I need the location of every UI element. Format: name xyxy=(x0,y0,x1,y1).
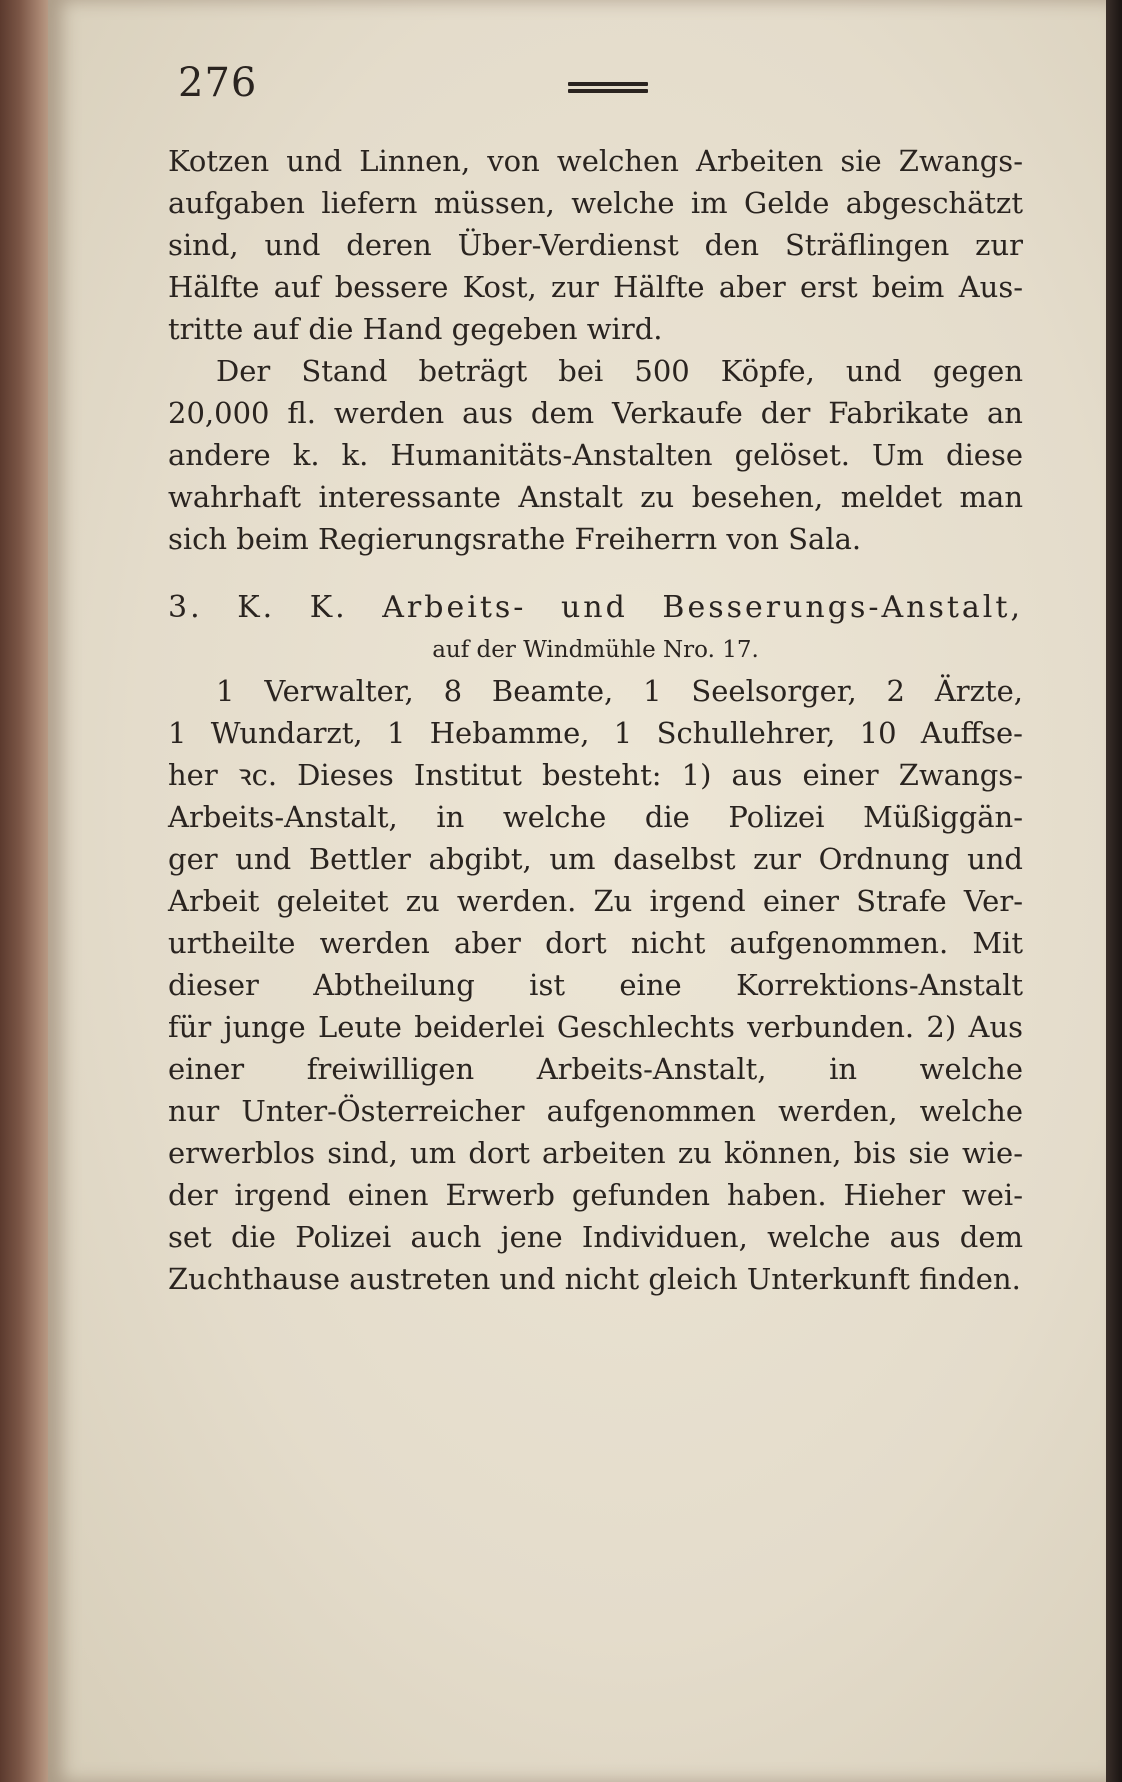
text-line: wahrhaft interessante Anstalt zu besehen, meldet man xyxy=(168,480,1023,514)
paragraph-1 xyxy=(168,140,1023,350)
text-line: 20,000 fl. werden aus dem Verkaufe der Fabrikate an xyxy=(168,396,1023,430)
text-line: Kotzen und Linnen, von welchen Arbeiten sie Zwangs- xyxy=(168,144,1023,178)
page-number: 276 xyxy=(178,60,258,106)
text-line: sich beim Regierungsrathe Freiherrn von Sala. xyxy=(168,522,862,556)
text-line: 1 Verwalter, 8 Beamte, 1 Seelsorger, 2 Ärzte, xyxy=(216,674,1023,708)
text-line: nur Unter-Österreicher aufgenommen werden, welche xyxy=(168,1094,1023,1128)
text-line: Arbeits-Anstalt, in welche die Polizei Müßiggän- xyxy=(168,800,1023,834)
text-line: sind, und deren Über-Verdienst den Sträflingen zur xyxy=(168,228,1023,262)
text-line: 1 Wundarzt, 1 Hebamme, 1 Schullehrer, 10 Auffse- xyxy=(168,716,1023,750)
section-subheading: auf der Windmühle Nro. 17. xyxy=(432,637,759,663)
text-line: tritte auf die Hand gegeben wird. xyxy=(168,312,663,346)
text-line: für junge Leute beiderlei Geschlechts verbunden. 2) Aus xyxy=(168,1010,1023,1044)
text-line: andere k. k. Humanitäts-Anstalten gelöset. Um diese xyxy=(168,438,1023,472)
text-column xyxy=(168,60,1023,1300)
section-gap xyxy=(168,560,1023,586)
paragraph-3 xyxy=(168,670,1023,1300)
header-rule-ornament xyxy=(568,82,648,96)
text-line: urtheilte werden aber dort nicht aufgenommen. Mit xyxy=(168,926,1023,960)
text-line: erwerblos sind, um dort arbeiten zu können, bis sie wie- xyxy=(168,1136,1023,1170)
text-line: Der Stand beträgt bei 500 Köpfe, und gegen xyxy=(216,354,1023,388)
text-line: Zuchthause austreten und nicht gleich Unterkunft finden. xyxy=(168,1262,1021,1296)
text-line: set die Polizei auch jene Individuen, welche aus dem xyxy=(168,1220,1023,1254)
page-header xyxy=(168,60,1023,140)
paragraph-2 xyxy=(168,350,1023,560)
text-line: einer freiwilligen Arbeits-Anstalt, in welche xyxy=(168,1052,1023,1086)
text-line: der irgend einen Erwerb gefunden haben. Hieher wei- xyxy=(168,1178,1023,1212)
section-heading: 3. K. K. Arbeits- und Besserungs-Anstalt, xyxy=(168,590,1023,625)
page-edge-shadow xyxy=(1106,0,1122,1782)
text-line: dieser Abtheilung ist eine Korrektions-Anstalt xyxy=(168,968,1023,1002)
text-line: Hälfte auf bessere Kost, zur Hälfte aber erst beim Aus- xyxy=(168,270,1023,304)
text-line: ger und Bettler abgibt, um daselbst zur Ordnung und xyxy=(168,842,1023,876)
text-line: her ꝛc. Dieses Institut besteht: 1) aus einer Zwangs- xyxy=(168,758,1023,792)
text-line: aufgaben liefern müssen, welche im Gelde abgeschätzt xyxy=(168,186,1023,220)
text-line: Arbeit geleitet zu werden. Zu irgend einer Strafe Ver- xyxy=(168,884,1023,918)
